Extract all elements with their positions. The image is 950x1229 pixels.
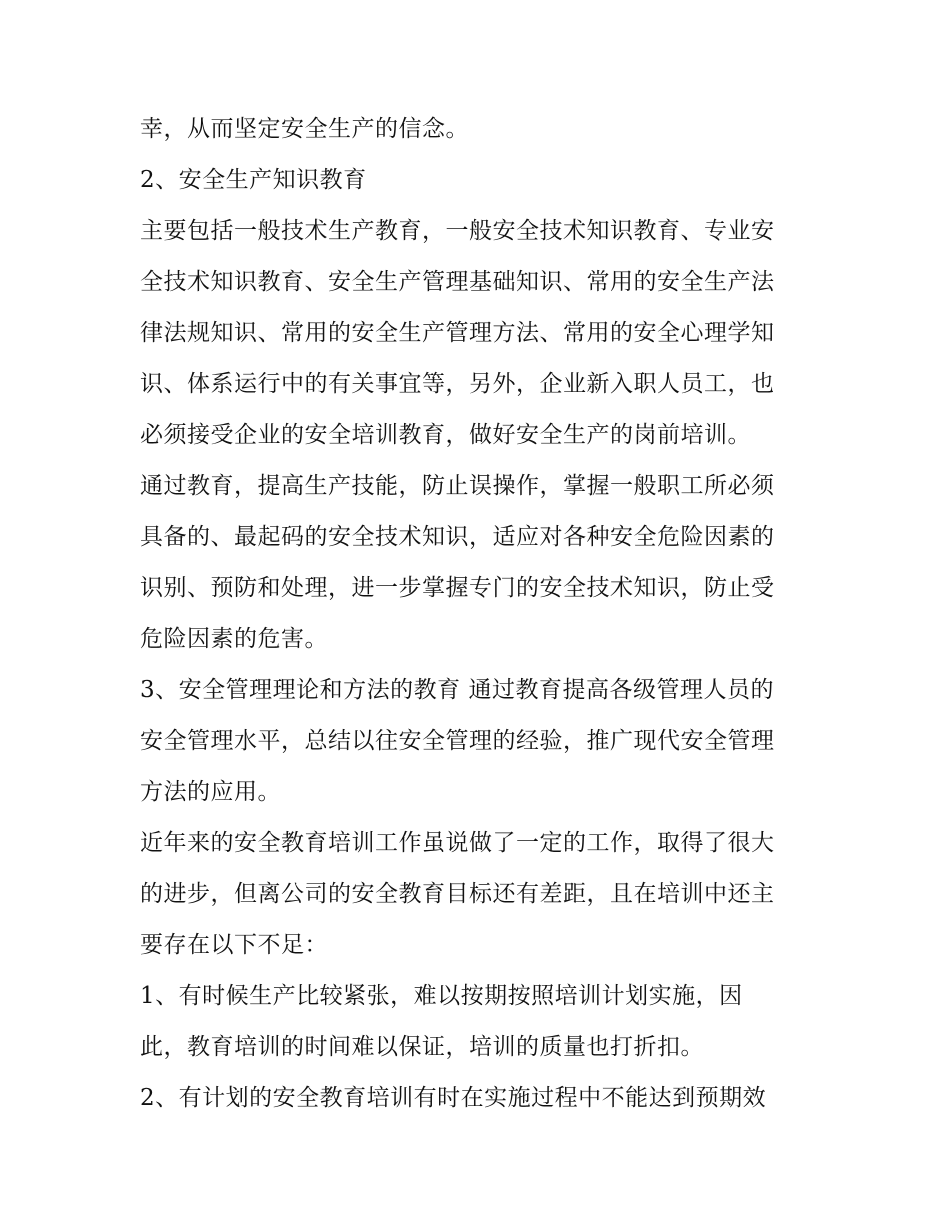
text-line: 幸，从而坚定安全生产的信念。 (140, 116, 469, 142)
text-line: 近年来的安全教育培训工作虽说做了一定的工作，取得了很大 (140, 830, 775, 856)
text-line: 识、体系运行中的有关事宜等，另外，企业新入职人员工，也 (140, 371, 775, 397)
text-line: 具备的、最起码的安全技术知识，适应对各种安全危险因素的 (140, 524, 775, 550)
text-line: 1、有时候生产比较紧张，难以按期按照培训计划实施，因 (140, 983, 743, 1009)
text-line: 的进步，但离公司的安全教育目标还有差距，且在培训中还主 (140, 881, 775, 907)
text-line: 2、安全生产知识教育 (140, 167, 367, 193)
text-line: 全技术知识教育、安全生产管理基础知识、常用的安全生产法 (140, 269, 775, 295)
text-line: 2、有计划的安全教育培训有时在实施过程中不能达到预期效 (140, 1085, 767, 1111)
text-line: 识别、预防和处理，进一步掌握专门的安全技术知识，防止受 (140, 575, 775, 601)
text-line: 3、安全管理理论和方法的教育 通过教育提高各级管理人员的 (140, 677, 774, 703)
text-line: 方法的应用。 (140, 779, 281, 805)
text-line: 此，教育培训的时间难以保证，培训的质量也打折扣。 (140, 1034, 704, 1060)
text-line: 通过教育，提高生产技能，防止误操作，掌握一般职工所必须 (140, 473, 775, 499)
text-line: 危险因素的危害。 (140, 626, 328, 652)
text-line: 主要包括一般技术生产教育，一般安全技术知识教育、专业安 (140, 218, 775, 244)
text-line: 要存在以下不足： (140, 932, 328, 958)
text-line: 安全管理水平，总结以往安全管理的经验，推广现代安全管理 (140, 728, 775, 754)
text-line: 必须接受企业的安全培训教育，做好安全生产的岗前培训。 (140, 422, 751, 448)
text-line: 律法规知识、常用的安全生产管理方法、常用的安全心理学知 (140, 320, 775, 346)
